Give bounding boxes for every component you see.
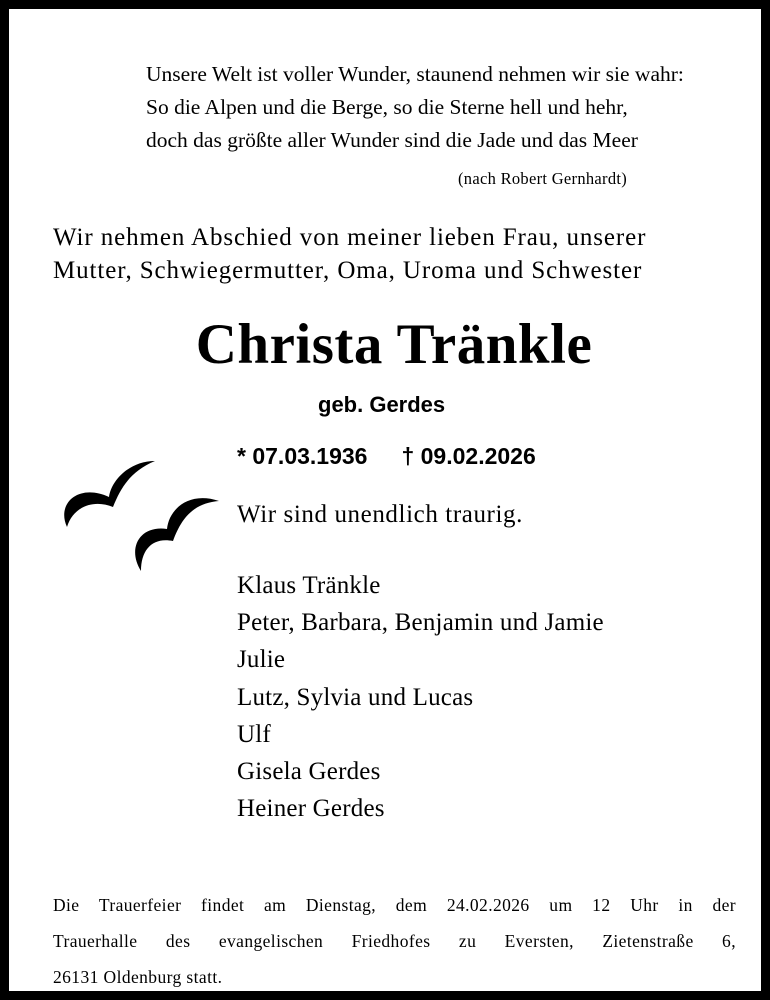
mourner: Ulf: [237, 720, 271, 748]
poem-line: So die Alpen und die Berge, so die Sterne hell und hehr,: [146, 95, 628, 119]
notice-line: Trauerhalle des evangelischen Friedhofes zu Eversten, Zietenstraße 6,: [53, 931, 736, 951]
mourner: Julie: [237, 646, 286, 674]
seagull-right-icon: [135, 498, 219, 571]
deceased-name: Christa Tränkle: [195, 313, 593, 376]
grief-message: Wir sind unendlich traurig.: [237, 501, 523, 528]
mourner: Heiner Gerdes: [237, 795, 385, 823]
poem-line: doch das größte aller Wunder sind die Jade und das Meer: [146, 128, 638, 152]
funeral-notice: [53, 887, 736, 995]
notice-line: Die Trauerfeier findet am Dienstag, dem 24.02.2026 um 12 Uhr in der: [53, 895, 736, 915]
farewell-intro: [53, 221, 646, 287]
poem: [146, 58, 684, 157]
maiden-name: geb. Gerdes: [318, 392, 446, 417]
mourners-list: [237, 567, 604, 827]
intro-line: Mutter, Schwiegermutter, Oma, Uroma und Schwester: [53, 257, 643, 284]
mourner: Lutz, Sylvia und Lucas: [237, 683, 474, 711]
seagulls-icon: [51, 441, 223, 573]
poem-line: Unsere Welt ist voller Wunder, staunend nehmen wir sie wahr:: [146, 62, 684, 86]
life-dates: [237, 443, 536, 470]
death-date: † 09.02.2026: [401, 443, 536, 469]
mourner: Gisela Gerdes: [237, 757, 381, 785]
intro-line: Wir nehmen Abschied von meiner lieben Frau, unserer: [53, 224, 647, 251]
mourner: Peter, Barbara, Benjamin und Jamie: [237, 609, 604, 637]
birth-date: * 07.03.1936: [237, 443, 368, 469]
poem-credit: (nach Robert Gernhardt): [458, 169, 628, 188]
mourner: Klaus Tränkle: [237, 572, 381, 599]
notice-line: 26131 Oldenburg statt.: [53, 967, 223, 987]
seagull-left-icon: [64, 461, 155, 527]
